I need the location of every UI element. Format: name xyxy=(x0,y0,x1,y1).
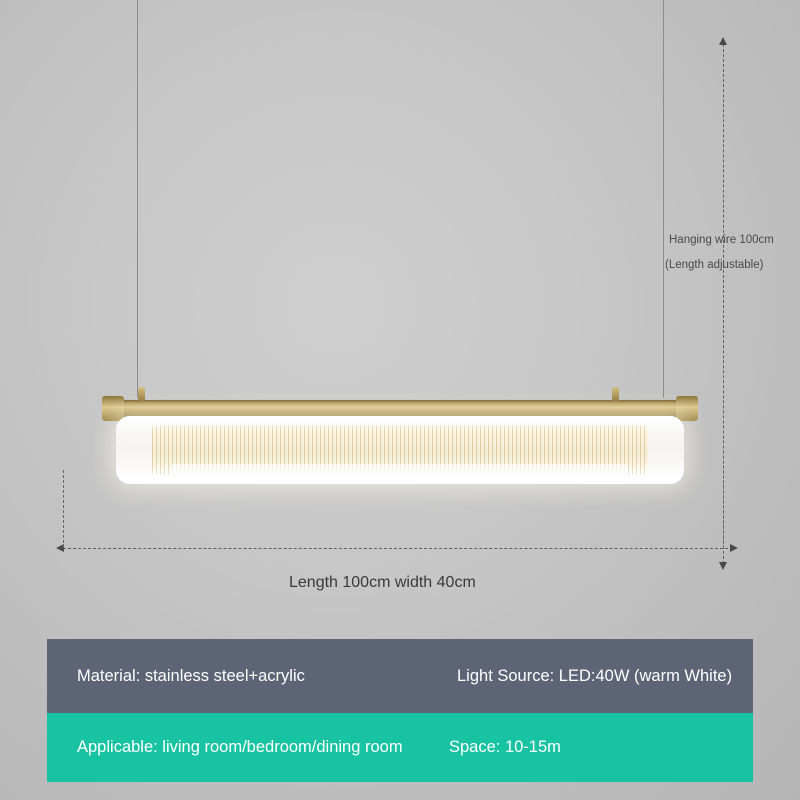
hanging-wire-left xyxy=(137,0,138,398)
brass-stub-right xyxy=(612,387,619,401)
hanging-wire-right xyxy=(663,0,664,398)
wire-dimension-arrow-up xyxy=(719,37,727,45)
wire-length-label-line2: (Length adjustable) xyxy=(665,259,764,271)
space-text: Space: 10-15m xyxy=(449,738,561,756)
spec-band-bottom xyxy=(47,713,753,782)
brass-top-bar xyxy=(108,400,692,417)
length-dimension-line xyxy=(63,548,733,549)
acrylic-diffuser-panel xyxy=(116,416,684,484)
panel-glow-bottom xyxy=(116,464,684,484)
wire-dimension-arrow-down xyxy=(719,562,727,570)
pendant-lamp xyxy=(100,392,700,502)
light-source-text: Light Source: LED:40W (warm White) xyxy=(457,666,733,685)
applicable-text: Applicable: living room/bedroom/dining room xyxy=(77,738,403,756)
length-dimension-tick-left xyxy=(63,470,64,548)
wire-length-label-line1: Hanging wire 100cm xyxy=(669,234,774,246)
brass-stub-left xyxy=(138,387,145,401)
length-dimension-tick-right xyxy=(723,470,724,548)
spec-band-top xyxy=(47,639,753,713)
length-dimension-arrow-right xyxy=(730,544,738,552)
material-text: Material: stainless steel+acrylic xyxy=(77,666,305,685)
dimension-label: Length 100cm width 40cm xyxy=(289,574,476,591)
spec-banner xyxy=(47,639,753,782)
panel-glow-top xyxy=(116,416,684,432)
